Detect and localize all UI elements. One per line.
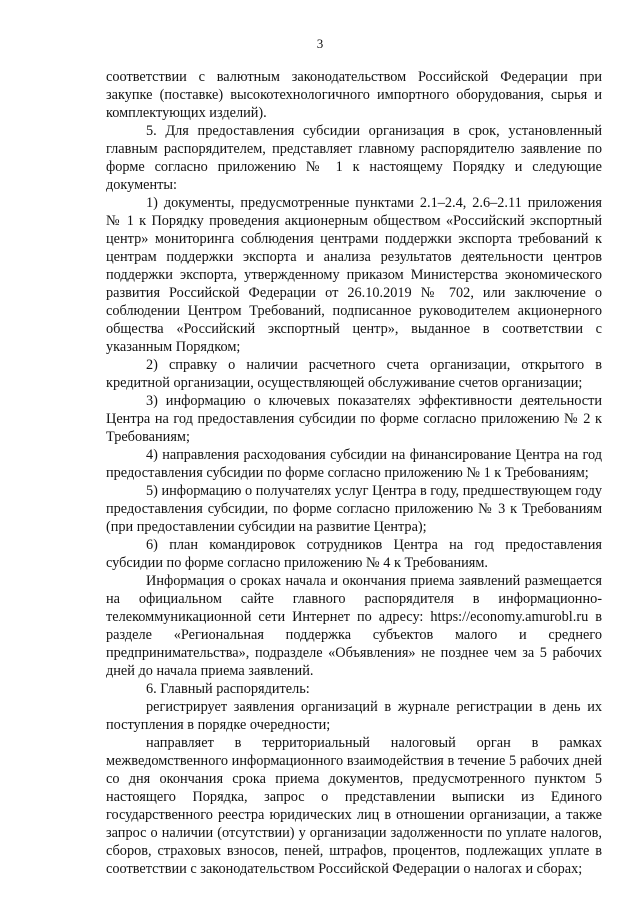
paragraph-continuation: соответствии с валютным законодательством Российской Федерации при закупке (поставке) высокотехнологичного импортного оборудования, сырья и комплектующих изделий). xyxy=(106,69,602,121)
paragraph-subitem-1: 1) документы, предусмотренные пунктами 2.1–2.4, 2.6–2.11 приложения № 1 к Порядку проведения акционерным обществом «Российский экспортный центр» мониторинга соблюдения центрами поддержки экспорта требований к центрам поддержки экспорта и анализа результатов деятельности центров поддержки экспорта, утвержденному приказом Министерства экономического развития Российской Федерации от 26.10.2019 № 702, или заключение о соблюдении Центром Требований, подписанное руководителем акционерного общества «Российский экспортный центр», выданное в соответствии с указанным Порядком; xyxy=(106,195,602,355)
paragraph-subitem-2: 2) справку о наличии расчетного счета организации, открытого в кредитной организации, осуществляющей обслуживание счетов организации; xyxy=(106,357,602,391)
paragraph-item-6: 6. Главный распорядитель: xyxy=(146,681,310,697)
document-body xyxy=(106,68,602,878)
paragraph-subitem-4: 4) направления расходования субсидии на финансирование Центра на год предоставления субсидии по форме согласно приложению № 1 к Требованиям; xyxy=(106,447,602,481)
paragraph-item-5: 5. Для предоставления субсидии организация в срок, установленный главным распорядителем, представляет главному распорядителю заявление по форме согласно приложению № 1 к настоящему Порядку и следующие документы: xyxy=(106,123,602,193)
paragraph-info-deadlines: Информация о сроках начала и окончания приема заявлений размещается на официальном сайте главного распорядителя в информационно-телекоммуникационной сети Интернет по адресу: https://economy.amurobl.ru в разделе «Региональная поддержка субъектов малого и среднего предпринимательства», подразделе «Объявления» не позднее чем за 5 рабочих дней до начала приема заявлений. xyxy=(106,573,602,679)
page-number: 3 xyxy=(316,36,324,51)
paragraph-sends-request: направляет в территориальный налоговый орган в рамках межведомственного информационного взаимодействия в течение 5 рабочих дней со дня окончания срока приема документов, предусмотренного пунктом 5 настоящего Порядка, запрос о представлении выписки из Единого государственного реестра юридических лиц в отношении организации, а также запрос о наличии (отсутствии) у организации задолженности по уплате налогов, сборов, страховых взносов, пеней, штрафов, процентов, подлежащих уплате в соответствии с законодательством Российской Федерации о налогах и сборах; xyxy=(106,735,602,877)
paragraph-registers: регистрирует заявления организаций в журнале регистрации в день их поступления в порядке очередности; xyxy=(106,699,602,733)
paragraph-subitem-6: 6) план командировок сотрудников Центра на год предоставления субсидии по форме согласно приложению № 4 к Требованиям. xyxy=(106,537,602,571)
paragraph-subitem-5: 5) информацию о получателях услуг Центра в году, предшествующем году предоставления субсидии, по форме согласно приложению № 3 к Требованиям (при предоставлении субсидии на развитие Центра); xyxy=(106,483,602,535)
paragraph-subitem-3: 3) информацию о ключевых показателях эффективности деятельности Центра на год предоставления субсидии по форме согласно приложению № 2 к Требованиям; xyxy=(106,393,602,445)
